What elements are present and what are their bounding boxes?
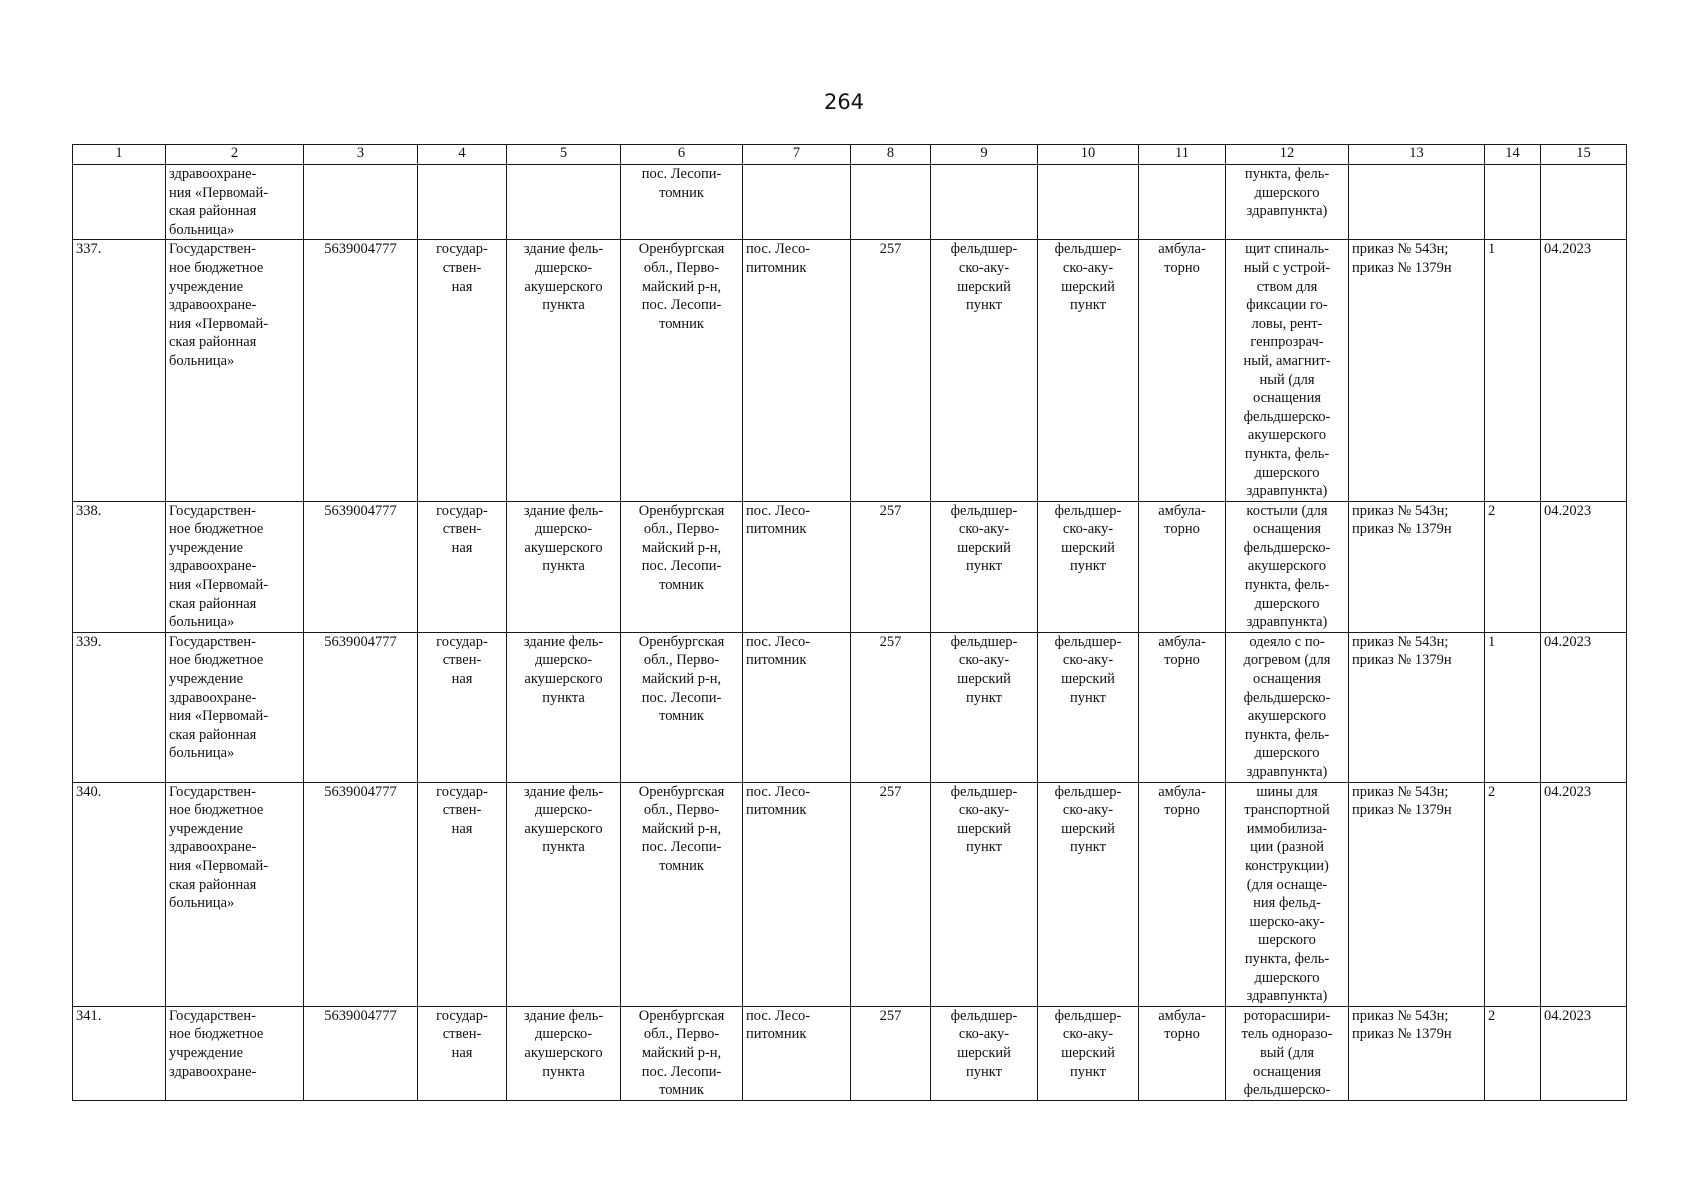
cell-col-10 — [1038, 240, 1139, 501]
column-number-5: 5 — [507, 145, 621, 165]
column-number-10: 10 — [1038, 145, 1139, 165]
cell-text: пос. Лесо- питомник — [746, 783, 811, 819]
cell-col-7 — [743, 240, 851, 501]
cell-col-6 — [621, 501, 743, 632]
table-row — [73, 501, 1627, 632]
cell-col-12 — [1226, 165, 1349, 240]
cell-text: пос. Лесо- питомник — [746, 633, 811, 669]
cell-col-8 — [851, 632, 931, 782]
cell-col-14 — [1485, 782, 1541, 1006]
cell-text: Оренбургская обл., Перво- майский р-н, пос. Лесопи- томник — [638, 633, 725, 725]
column-number-14: 14 — [1485, 145, 1541, 165]
cell-col-2 — [166, 1006, 304, 1100]
cell-col-13 — [1349, 240, 1485, 501]
cell-col-4 — [418, 165, 507, 240]
cell-col-4 — [418, 782, 507, 1006]
table-row — [73, 165, 1627, 240]
cell-col-3 — [304, 240, 418, 501]
cell-text: 337. — [76, 241, 102, 258]
cell-text: 04.2023 — [1544, 783, 1592, 800]
cell-col-2 — [166, 632, 304, 782]
cell-col-5 — [507, 501, 621, 632]
cell-text: шины для транспортной иммобилиза- ции (разной конструкции) (для оснаще- ния фельд- шерско-аку- шерского пункта, фель- дшерского здравпункта) — [1244, 783, 1330, 1005]
cell-text: 5639004777 — [324, 783, 397, 800]
cell-col-4 — [418, 632, 507, 782]
cell-col-9 — [931, 165, 1038, 240]
cell-col-1 — [73, 240, 166, 501]
cell-col-9 — [931, 1006, 1038, 1100]
column-number-11: 11 — [1139, 145, 1226, 165]
page-number: 264 — [823, 90, 865, 114]
cell-col-9 — [931, 240, 1038, 501]
cell-col-6 — [621, 240, 743, 501]
cell-text: государ- ствен- ная — [436, 241, 488, 295]
cell-col-7 — [743, 165, 851, 240]
cell-text: амбула- торно — [1158, 633, 1206, 669]
cell-text: Оренбургская обл., Перво- майский р-н, пос. Лесопи- томник — [638, 241, 725, 332]
cell-col-5 — [507, 632, 621, 782]
cell-text: амбула- торно — [1158, 502, 1206, 538]
cell-col-8 — [851, 1006, 931, 1100]
cell-text: 04.2023 — [1544, 1007, 1592, 1024]
cell-col-6 — [621, 1006, 743, 1100]
cell-text: 5639004777 — [324, 633, 397, 650]
cell-col-15 — [1541, 1006, 1627, 1100]
cell-col-12 — [1226, 501, 1349, 632]
cell-col-5 — [507, 240, 621, 501]
cell-col-14 — [1485, 632, 1541, 782]
cell-text: 5639004777 — [324, 1007, 397, 1024]
column-number-4: 4 — [418, 145, 507, 165]
table-row — [73, 1006, 1627, 1100]
cell-col-15 — [1541, 165, 1627, 240]
cell-text: государ- ствен- ная — [436, 783, 488, 837]
cell-col-8 — [851, 165, 931, 240]
cell-text: приказ № 543н; приказ № 1379н — [1352, 241, 1452, 276]
cell-text: Государствен- ное бюджетное учреждение здравоохране- — [169, 1007, 264, 1080]
cell-col-9 — [931, 632, 1038, 782]
cell-col-11 — [1139, 165, 1226, 240]
cell-text: одеяло с по- догревом (для оснащения фельдшерско- акушерского пункта, фель- дшерского здравпункта) — [1243, 633, 1331, 780]
cell-text: фельдшер- ско-аку- шерский пункт — [950, 1007, 1018, 1080]
cell-col-7 — [743, 782, 851, 1006]
cell-text: 339. — [76, 633, 102, 650]
cell-text: здание фель- дшерско- акушерского пункта — [523, 633, 604, 706]
cell-text: 1 — [1488, 633, 1496, 650]
cell-col-13 — [1349, 501, 1485, 632]
cell-text: 5639004777 — [324, 241, 397, 258]
cell-text: приказ № 543н; приказ № 1379н — [1352, 783, 1452, 819]
cell-text: 04.2023 — [1544, 502, 1592, 519]
cell-text: 2 — [1488, 1007, 1496, 1024]
cell-col-13 — [1349, 632, 1485, 782]
cell-text: фельдшер- ско-аку- шерский пункт — [950, 502, 1018, 575]
column-number-9: 9 — [931, 145, 1038, 165]
cell-col-10 — [1038, 165, 1139, 240]
table-row — [73, 782, 1627, 1006]
cell-col-1 — [73, 1006, 166, 1100]
cell-text: фельдшер- ско-аку- шерский пункт — [1054, 502, 1122, 575]
cell-col-7 — [743, 501, 851, 632]
column-number-2: 2 — [166, 145, 304, 165]
cell-text: Оренбургская обл., Перво- майский р-н, пос. Лесопи- томник — [638, 1007, 725, 1099]
cell-text: фельдшер- ско-аку- шерский пункт — [1054, 633, 1122, 706]
cell-text: 04.2023 — [1544, 241, 1592, 258]
cell-col-14 — [1485, 501, 1541, 632]
cell-text: фельдшер- ско-аку- шерский пункт — [1054, 241, 1122, 314]
cell-text: приказ № 543н; приказ № 1379н — [1352, 502, 1452, 538]
cell-text: пос. Лесо- питомник — [746, 1007, 811, 1043]
cell-col-14 — [1485, 1006, 1541, 1100]
cell-text: Государствен- ное бюджетное учреждение здравоохране- ния «Первомай- ская районная больница» — [169, 502, 269, 631]
cell-col-4 — [418, 1006, 507, 1100]
cell-text: 341. — [76, 1007, 102, 1024]
cell-text: 2 — [1488, 783, 1496, 800]
cell-text: фельдшер- ско-аку- шерский пункт — [1054, 1007, 1122, 1080]
cell-col-8 — [851, 240, 931, 501]
cell-col-10 — [1038, 501, 1139, 632]
cell-col-1 — [73, 501, 166, 632]
cell-col-13 — [1349, 165, 1485, 240]
cell-col-10 — [1038, 632, 1139, 782]
cell-col-9 — [931, 782, 1038, 1006]
cell-text: государ- ствен- ная — [436, 633, 488, 688]
cell-col-2 — [166, 165, 304, 240]
cell-col-11 — [1139, 782, 1226, 1006]
cell-col-12 — [1226, 1006, 1349, 1100]
table-row — [73, 632, 1627, 782]
cell-col-9 — [931, 501, 1038, 632]
cell-col-11 — [1139, 501, 1226, 632]
cell-col-11 — [1139, 1006, 1226, 1100]
cell-col-13 — [1349, 782, 1485, 1006]
cell-col-14 — [1485, 165, 1541, 240]
column-number-3: 3 — [304, 145, 418, 165]
cell-text: Государствен- ное бюджетное учреждение здравоохране- ния «Первомай- ская районная больница» — [169, 241, 269, 369]
cell-col-8 — [851, 782, 931, 1006]
cell-col-15 — [1541, 240, 1627, 501]
cell-text: Оренбургская обл., Перво- майский р-н, пос. Лесопи- томник — [638, 783, 725, 874]
cell-text: амбула- торно — [1158, 241, 1206, 276]
cell-text: 257 — [879, 502, 902, 519]
cell-col-1 — [73, 165, 166, 240]
cell-text: 340. — [76, 783, 102, 800]
column-number-8: 8 — [851, 145, 931, 165]
cell-text: 1 — [1488, 241, 1496, 258]
cell-text: здание фель- дшерско- акушерского пункта — [523, 502, 604, 575]
cell-text: фельдшер- ско-аку- шерский пункт — [950, 241, 1018, 314]
cell-col-3 — [304, 165, 418, 240]
cell-text: амбула- торно — [1158, 783, 1206, 819]
cell-text: 04.2023 — [1544, 633, 1592, 650]
cell-col-12 — [1226, 240, 1349, 501]
cell-text: костыли (для оснащения фельдшерско- акушерского пункта, фель- дшерского здравпункта) — [1243, 502, 1331, 631]
cell-col-6 — [621, 782, 743, 1006]
cell-text: Оренбургская обл., Перво- майский р-н, пос. Лесопи- томник — [638, 502, 725, 594]
cell-col-3 — [304, 501, 418, 632]
cell-col-5 — [507, 165, 621, 240]
cell-col-15 — [1541, 632, 1627, 782]
cell-col-2 — [166, 240, 304, 501]
cell-text: 257 — [879, 1007, 902, 1024]
cell-col-12 — [1226, 632, 1349, 782]
cell-text: приказ № 543н; приказ № 1379н — [1352, 1007, 1452, 1043]
column-number-12: 12 — [1226, 145, 1349, 165]
cell-col-8 — [851, 501, 931, 632]
cell-col-11 — [1139, 632, 1226, 782]
cell-text: амбула- торно — [1158, 1007, 1206, 1043]
cell-col-1 — [73, 782, 166, 1006]
cell-col-4 — [418, 240, 507, 501]
cell-text: здание фель- дшерско- акушерского пункта — [523, 1007, 604, 1080]
cell-text: пос. Лесо- питомник — [746, 502, 811, 538]
cell-col-6 — [621, 632, 743, 782]
cell-col-15 — [1541, 501, 1627, 632]
column-number-15: 15 — [1541, 145, 1627, 165]
column-number-6: 6 — [621, 145, 743, 165]
cell-text: 257 — [879, 783, 902, 800]
cell-col-5 — [507, 782, 621, 1006]
cell-col-2 — [166, 782, 304, 1006]
cell-text: 338. — [76, 502, 102, 519]
cell-text: пос. Лесопи- томник — [641, 166, 722, 201]
cell-col-7 — [743, 632, 851, 782]
cell-text: фельдшер- ско-аку- шерский пункт — [950, 783, 1018, 856]
cell-col-1 — [73, 632, 166, 782]
column-number-13: 13 — [1349, 145, 1485, 165]
cell-col-3 — [304, 782, 418, 1006]
cell-text: пос. Лесо- питомник — [746, 241, 811, 276]
column-number-1: 1 — [73, 145, 166, 165]
cell-text: государ- ствен- ная — [436, 502, 488, 556]
cell-col-6 — [621, 165, 743, 240]
cell-col-3 — [304, 632, 418, 782]
cell-col-3 — [304, 1006, 418, 1100]
cell-col-10 — [1038, 1006, 1139, 1100]
cell-col-10 — [1038, 782, 1139, 1006]
cell-text: здание фель- дшерско- акушерского пункта — [523, 783, 604, 856]
cell-text: пункта, фель- дшерского здравпункта) — [1244, 166, 1330, 220]
table-row — [73, 240, 1627, 501]
cell-text: приказ № 543н; приказ № 1379н — [1352, 633, 1452, 669]
cell-text: щит спиналь- ный с устрой- ством для фиксации го- ловы, рент- генпрозрач- ный, амагнит- ный (для оснащения фельдшерско- акушерского пункта, фель- дшерского здравпункта) — [1243, 241, 1331, 500]
cell-col-5 — [507, 1006, 621, 1100]
cell-col-7 — [743, 1006, 851, 1100]
cell-col-14 — [1485, 240, 1541, 501]
cell-text: роторасшири- тель одноразо- вый (для оснащения фельдшерско- — [1241, 1007, 1333, 1099]
cell-text: фельдшер- ско-аку- шерский пункт — [1054, 783, 1122, 856]
cell-col-15 — [1541, 782, 1627, 1006]
cell-text: здание фель- дшерско- акушерского пункта — [523, 241, 604, 314]
cell-col-11 — [1139, 240, 1226, 501]
cell-col-13 — [1349, 1006, 1485, 1100]
column-number-7: 7 — [743, 145, 851, 165]
cell-text: 257 — [879, 241, 902, 258]
cell-text: здравоохране- ния «Первомай- ская районная больница» — [169, 166, 269, 238]
cell-text: государ- ствен- ная — [436, 1007, 488, 1061]
column-number-row — [73, 145, 1627, 165]
cell-col-2 — [166, 501, 304, 632]
cell-col-4 — [418, 501, 507, 632]
cell-col-12 — [1226, 782, 1349, 1006]
cell-text: Государствен- ное бюджетное учреждение здравоохране- ния «Первомай- ская районная больница» — [169, 783, 269, 912]
cell-text: 5639004777 — [324, 502, 397, 519]
cell-text: 257 — [879, 633, 902, 650]
cell-text: фельдшер- ско-аку- шерский пункт — [950, 633, 1018, 706]
cell-text: 2 — [1488, 502, 1496, 519]
registry-table — [72, 144, 1627, 1101]
cell-text: Государствен- ное бюджетное учреждение здравоохране- ния «Первомай- ская районная больница» — [169, 633, 269, 762]
